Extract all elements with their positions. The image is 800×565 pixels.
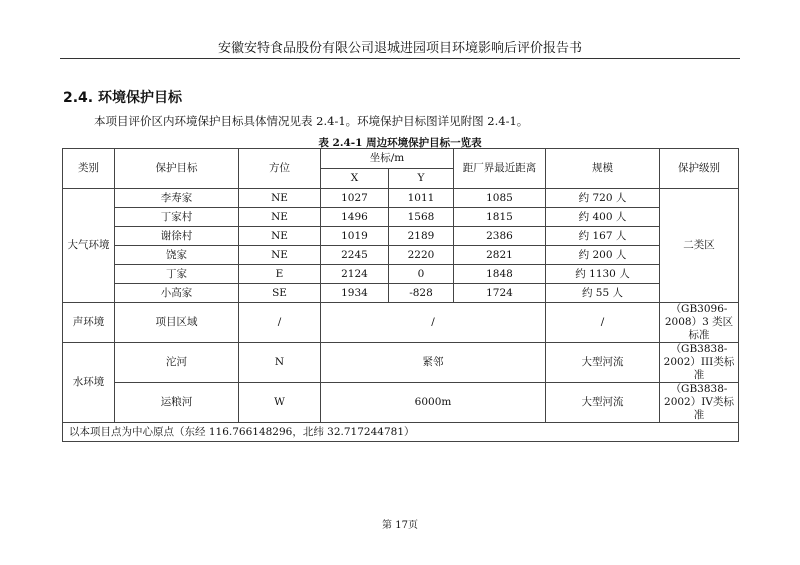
cell-y: 0	[389, 265, 454, 284]
cell-scale: 约 167 人	[546, 227, 660, 246]
cell-distance: 1724	[454, 284, 546, 303]
cell-y: 2220	[389, 246, 454, 265]
header-y: Y	[389, 169, 454, 189]
document-header-title: 安徽安特食品股份有限公司退城进园项目环境影响后评价报告书	[217, 41, 582, 56]
table-row	[63, 383, 739, 423]
cell-target: 谢徐村	[115, 227, 239, 246]
header-coord: 坐标/m	[321, 149, 454, 169]
cell-scale: 约 400 人	[546, 208, 660, 227]
cell-scale: 大型河流	[546, 343, 660, 383]
cell-target: 丁家	[115, 265, 239, 284]
cell-scale: 约 720 人	[546, 189, 660, 208]
cell-scale: 约 200 人	[546, 246, 660, 265]
table-note: 以本项目点为中心原点（东经 116.766148296，北纬 32.717244781）	[63, 423, 739, 442]
air-category: 大气环境	[63, 189, 115, 303]
cell-y: 1011	[389, 189, 454, 208]
cell-scale: /	[546, 303, 660, 343]
table-note-row	[63, 423, 739, 442]
cell-distance: 1848	[454, 265, 546, 284]
cell-y: -828	[389, 284, 454, 303]
cell-coord: 6000m	[321, 383, 546, 423]
cell-target: 饶家	[115, 246, 239, 265]
cell-x: 2124	[321, 265, 389, 284]
cell-x: 1496	[321, 208, 389, 227]
table-row	[63, 303, 739, 343]
cell-target: 小高家	[115, 284, 239, 303]
cell-direction: NE	[239, 227, 321, 246]
section-heading: 2.4. 环境保护目标	[63, 90, 182, 106]
environment-protection-table	[62, 148, 739, 442]
cell-direction: NE	[239, 208, 321, 227]
table-caption: 表 2.4-1 周边环境保护目标一览表	[318, 137, 482, 149]
cell-direction: E	[239, 265, 321, 284]
table-row	[63, 189, 739, 208]
section-intro: 本项目评价区内环境保护目标具体情况见表 2.4-1。环境保护目标图详见附图 2.4-1。	[94, 114, 529, 128]
header-level: 保护级别	[660, 149, 739, 189]
page-number: 第 17页	[382, 520, 418, 531]
cell-coord: 紧邻	[321, 343, 546, 383]
noise-category: 声环境	[63, 303, 115, 343]
header-x: X	[321, 169, 389, 189]
cell-direction: N	[239, 343, 321, 383]
cell-scale: 大型河流	[546, 383, 660, 423]
header-category: 类别	[63, 149, 115, 189]
header-distance: 距厂界最近距离	[454, 149, 546, 189]
cell-level: （GB3838-2002）IV类标准	[660, 383, 739, 423]
table-row	[63, 284, 739, 303]
table-row	[63, 343, 739, 383]
cell-level: （GB3838-2002）III类标准	[660, 343, 739, 383]
table-row	[63, 227, 739, 246]
cell-target: 沱河	[115, 343, 239, 383]
header-divider	[60, 58, 740, 59]
cell-direction: SE	[239, 284, 321, 303]
cell-scale: 约 1130 人	[546, 265, 660, 284]
air-level: 二类区	[660, 189, 739, 303]
cell-x: 1027	[321, 189, 389, 208]
cell-scale: 约 55 人	[546, 284, 660, 303]
cell-target: 丁家村	[115, 208, 239, 227]
cell-distance: 2821	[454, 246, 546, 265]
cell-direction: W	[239, 383, 321, 423]
cell-direction: NE	[239, 246, 321, 265]
cell-coord: /	[321, 303, 546, 343]
cell-x: 2245	[321, 246, 389, 265]
cell-target: 项目区域	[115, 303, 239, 343]
cell-level: （GB3096-2008）3 类区标准	[660, 303, 739, 343]
cell-target: 运粮河	[115, 383, 239, 423]
cell-direction: NE	[239, 189, 321, 208]
header-scale: 规模	[546, 149, 660, 189]
cell-y: 1568	[389, 208, 454, 227]
cell-y: 2189	[389, 227, 454, 246]
header-target: 保护目标	[115, 149, 239, 189]
cell-distance: 2386	[454, 227, 546, 246]
cell-distance: 1085	[454, 189, 546, 208]
water-category: 水环境	[63, 343, 115, 423]
cell-x: 1019	[321, 227, 389, 246]
table-row	[63, 208, 739, 227]
table-row	[63, 265, 739, 284]
table-row	[63, 246, 739, 265]
cell-x: 1934	[321, 284, 389, 303]
header-direction: 方位	[239, 149, 321, 189]
cell-target: 李寿家	[115, 189, 239, 208]
cell-distance: 1815	[454, 208, 546, 227]
cell-direction: /	[239, 303, 321, 343]
